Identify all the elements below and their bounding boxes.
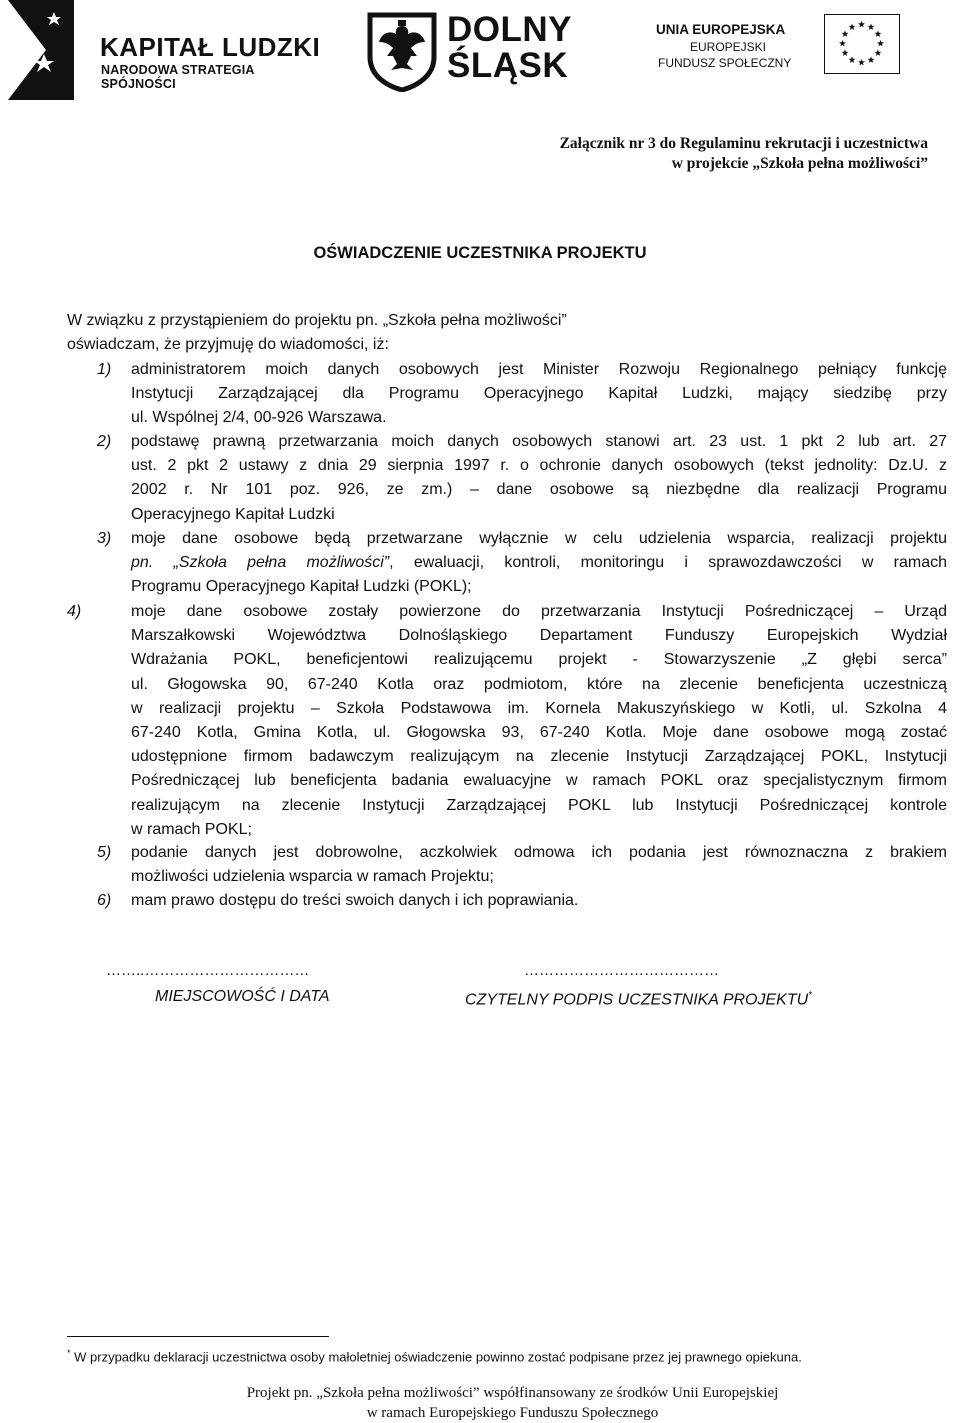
eu-line3: FUNDUSZ SPOŁECZNY: [658, 56, 792, 70]
item-line: Wdrażania POKL, beneficjentowi realizującemu projekt - Stowarzyszenie „Z głębi serca”: [131, 651, 947, 669]
dolny-slask-logo: [367, 12, 597, 92]
intro-line1: W związku z przystąpieniem do projektu pn. „Szkoła pełna możliwości”: [67, 312, 567, 329]
annex-heading: [560, 134, 928, 174]
item-line: w ramach POKL;: [131, 820, 252, 838]
item-line: administratorem moich danych osobowych jest Minister Rozwoju Regionalnego pełniący funkcję: [131, 361, 947, 378]
item-line: 2002 r. Nr 101 poz. 926, ze zm.) – dane osobowe są niezbędne dla realizacji Programu: [131, 481, 947, 499]
footnote-rule: [67, 1336, 329, 1337]
signature-label: [465, 990, 812, 1009]
item-line: Pośredniczącej lub beneficjenta badania ewaluacyjne w ramach POKL oraz specjalistycznym firmom: [131, 772, 947, 790]
intro-paragraph: [67, 309, 947, 357]
eu-logo: [656, 12, 956, 76]
annex-line1: Załącznik nr 3 do Regulaminu rekrutacji i uczestnictwa: [559, 135, 928, 152]
eu-star-icon: [839, 40, 846, 47]
item-line: Operacyjnego Kapitał Ludzki: [131, 505, 335, 523]
eagle-shield-icon: [367, 12, 437, 92]
item-number: 1): [97, 361, 112, 378]
item-number: 5): [97, 844, 112, 861]
kapital-ludzki-title: KAPITAŁ LUDZKI: [100, 32, 321, 62]
item-line: Marszałkowski Województwa Dolnośląskiego Departament Funduszy Europejskich Wydział: [131, 627, 947, 645]
item-line-prefix: pn.: [131, 554, 174, 572]
dolny-slask-line2: ŚLĄSK: [447, 46, 569, 85]
eu-star-icon: [849, 56, 856, 63]
eu-line1: UNIA EUROPEJSKA: [656, 22, 786, 37]
item-line: Instytucji Zarządzającej dla Programu Operacyjnego Kapitał Ludzki, mający siedzibę przy: [131, 385, 947, 403]
item-line: realizującym na zlecenie Instytucji Zarządzającej POKL lub Instytucji Pośredniczącej kontrole: [131, 796, 947, 814]
item-number: 6): [97, 892, 112, 909]
item-line: ul. Głogowska 90, 67-240 Kotla oraz podmiotom, które na zlecenie beneficjenta uczestniczą: [131, 675, 947, 693]
item-line: 67-240 Kotla, Gmina Kotla, ul. Głogowska 93, 67-240 Kotla. Moje dane osobowe mogą zostać: [131, 724, 947, 742]
intro-line2: oświadczam, że przyjmuję do wiadomości, iż:: [67, 336, 389, 354]
place-date-label: MIEJSCOWOŚĆ I DATA: [155, 988, 330, 1005]
eu-star-icon: [858, 21, 865, 28]
item-line: Programu Operacyjnego Kapitał Ludzki (POKL);: [131, 578, 472, 596]
eu-line2: EUROPEJSKI: [690, 40, 767, 54]
footer-line2: w ramach Europejskiego Funduszu Społecznego: [366, 1405, 659, 1421]
footnote-text: W przypadku deklaracji uczestnictwa osoby małoletniej oświadczenie powinno zostać podpisane przez jej prawnego opiekuna.: [74, 1349, 802, 1365]
item-line: moje dane osobowe zostały powierzone do przetwarzania Instytucji Pośredniczącej – Urząd: [131, 603, 947, 620]
eu-star-icon: [877, 40, 884, 47]
eu-star-icon: [875, 49, 882, 56]
signature-dots-right: …………………………………: [524, 962, 719, 979]
item-number: 3): [97, 530, 112, 547]
eu-star-icon: [858, 59, 865, 66]
page-footer: [0, 1383, 960, 1423]
eu-star-icon: [868, 23, 875, 30]
eu-star-icon: [849, 23, 856, 30]
item-line-rest: , ewaluacji, kontroli, monitoringu i sprawozdawczości w ramach: [389, 554, 947, 572]
item-line: ul. Wspólnej 2/4, 00-926 Warszawa.: [131, 409, 387, 427]
footnote-marker: *: [808, 990, 813, 1001]
document-title: OŚWIADCZENIE UCZESTNIKA PROJEKTU: [313, 244, 647, 262]
item-number: 2): [97, 433, 112, 450]
dolny-slask-line1: DOLNY: [447, 10, 572, 49]
project-name: „Szkoła pełna możliwości”: [173, 554, 390, 572]
footnote: [67, 1348, 802, 1364]
signature-label-text: CZYTELNY PODPIS UCZESTNIKA PROJEKTU: [465, 991, 809, 1009]
footnote-marker: *: [67, 1348, 71, 1358]
eu-star-icon: [842, 49, 849, 56]
item-line: podstawę prawną przetwarzania moich danych osobowych stanowi art. 23 ust. 1 pkt 2 lub art. 27: [131, 433, 947, 450]
footer-line1: Projekt pn. „Szkoła pełna możliwości” współfinansowany ze środków Unii Europejskiej: [246, 1385, 779, 1401]
item-line: ust. 2 pkt 2 ustawy z dnia 29 sierpnia 1997 r. o ochronie danych osobowych (tekst jednolity: Dz.U. z: [131, 457, 947, 475]
item-line: w realizacji projektu – Szkoła Podstawowa im. Kornela Makuszyńskiego w Kotli, ul. Szkolna 4: [131, 699, 947, 717]
kapital-ludzki-subtitle: NARODOWA STRATEGIA SPÓJNOŚCI: [101, 63, 255, 91]
item-line: moje dane osobowe będą przetwarzane wyłącznie w celu udzielenia wsparcia, realizacji projektu: [131, 530, 947, 547]
item-line: możliwości udzielenia wsparcia w ramach Projektu;: [131, 868, 494, 886]
item-line: mam prawo dostępu do treści swoich danych i ich poprawiania.: [131, 892, 579, 909]
item-line: [131, 551, 947, 575]
signature-dots-left: ……..……………………………: [106, 962, 310, 979]
eu-flag-icon: [824, 14, 900, 74]
kapital-ludzki-logo: [6, 0, 326, 100]
eu-star-icon: [868, 56, 875, 63]
eu-star-icon: [842, 30, 849, 37]
item-line: udostępnione firmom badawczym realizującym na zlecenie Instytucji Zarządzającej POKL, Instytucji: [131, 748, 947, 766]
dolny-slask-wordmark: [447, 12, 572, 84]
annex-line2: w projekcie „Szkoła pełna możliwości”: [671, 155, 928, 172]
item-line: podanie danych jest dobrowolne, aczkolwiek odmowa ich podania jest równoznaczna z brakiem: [131, 844, 947, 861]
item-number: 4): [67, 603, 82, 620]
kapital-ludzki-star-icon: [6, 0, 76, 100]
eu-star-icon: [875, 30, 882, 37]
